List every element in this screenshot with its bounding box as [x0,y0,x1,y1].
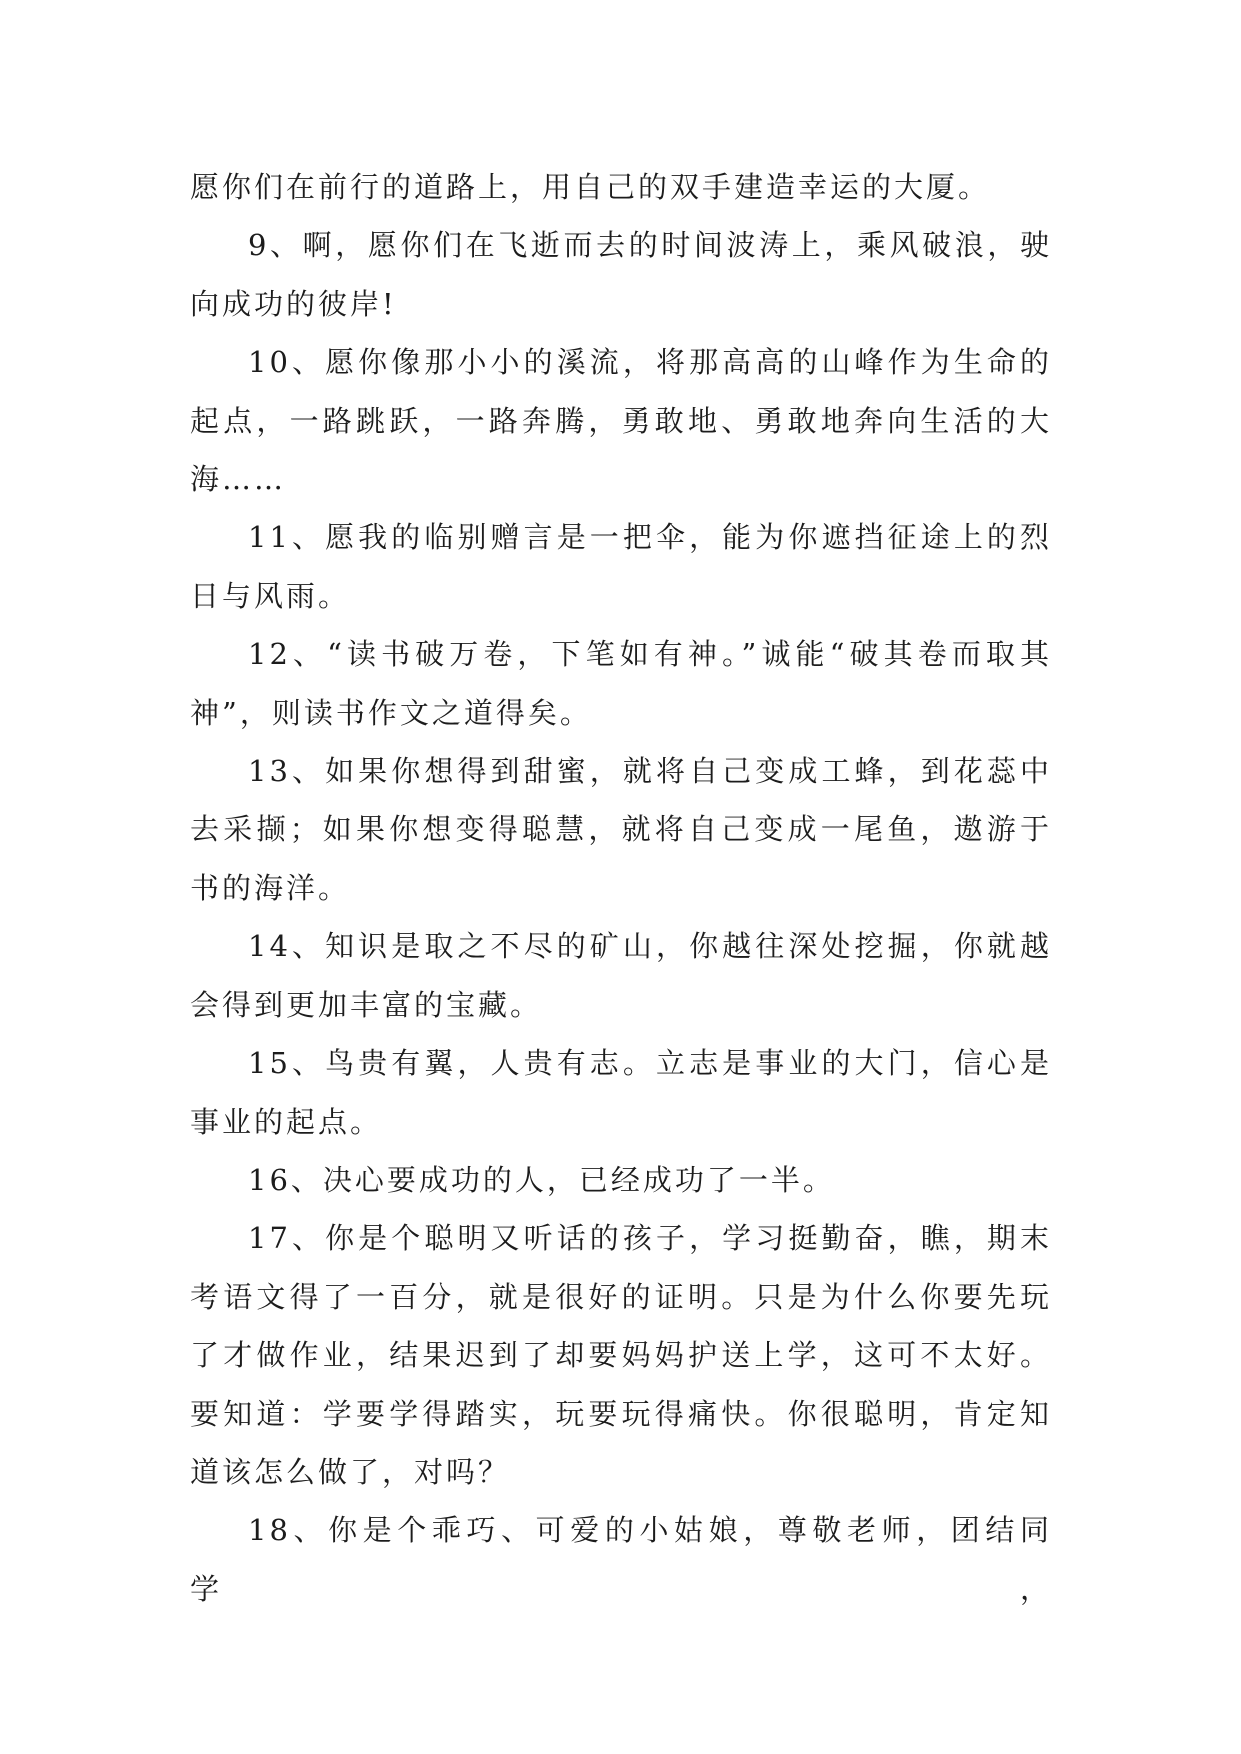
paragraph-12: 12、“读书破万卷，下笔如有神。”诚能“破其卷而取其神”，则读书作文之道得矣。 [190,637,1052,730]
paragraph-17: 17、你是个聪明又听话的孩子，学习挺勤奋，瞧，期末考语文得了一百分，就是很好的证明。只是为什么你要先玩了才做作业，结果迟到了却要妈妈护送上学，这可不太好。要知道：学要学得踏实，玩要玩得痛快。你很聪明，肯定知道该怎么做了，对吗？ [190,1221,1052,1489]
paragraph-10: 10、愿你像那小小的溪流，将那高高的山峰作为生命的起点，一路跳跃，一路奔腾，勇敢地、勇敢地奔向生活的大海…… [190,345,1052,497]
paragraph-15: 15、鸟贵有翼，人贵有志。立志是事业的大门，信心是事业的起点。 [190,1046,1052,1139]
paragraph-16: 16、决心要成功的人，已经成功了一半。 [248,1162,835,1197]
paragraph-18: 18、你是个乖巧、可爱的小姑娘，尊敬老师，团结同学， [190,1513,1052,1606]
paragraph-11: 11、愿我的临别赠言是一把伞，能为你遮挡征途上的烈日与风雨。 [190,520,1052,613]
paragraph-8-continued: 愿你们在前行的道路上，用自己的双手建造幸运的大厦。 [190,170,991,204]
paragraph-14: 14、知识是取之不尽的矿山，你越往深处挖掘，你就越会得到更加丰富的宝藏。 [190,929,1052,1022]
paragraph-13: 13、如果你想得到甜蜜，就将自己变成工蜂，到花蕊中去采撷；如果你想变得聪慧，就将自己变成一尾鱼，遨游于书的海洋。 [190,754,1052,905]
paragraph-9: 9、啊，愿你们在飞逝而去的时间波涛上，乘风破浪，驶向成功的彼岸! [190,228,1052,321]
document-page [190,158,1052,1618]
